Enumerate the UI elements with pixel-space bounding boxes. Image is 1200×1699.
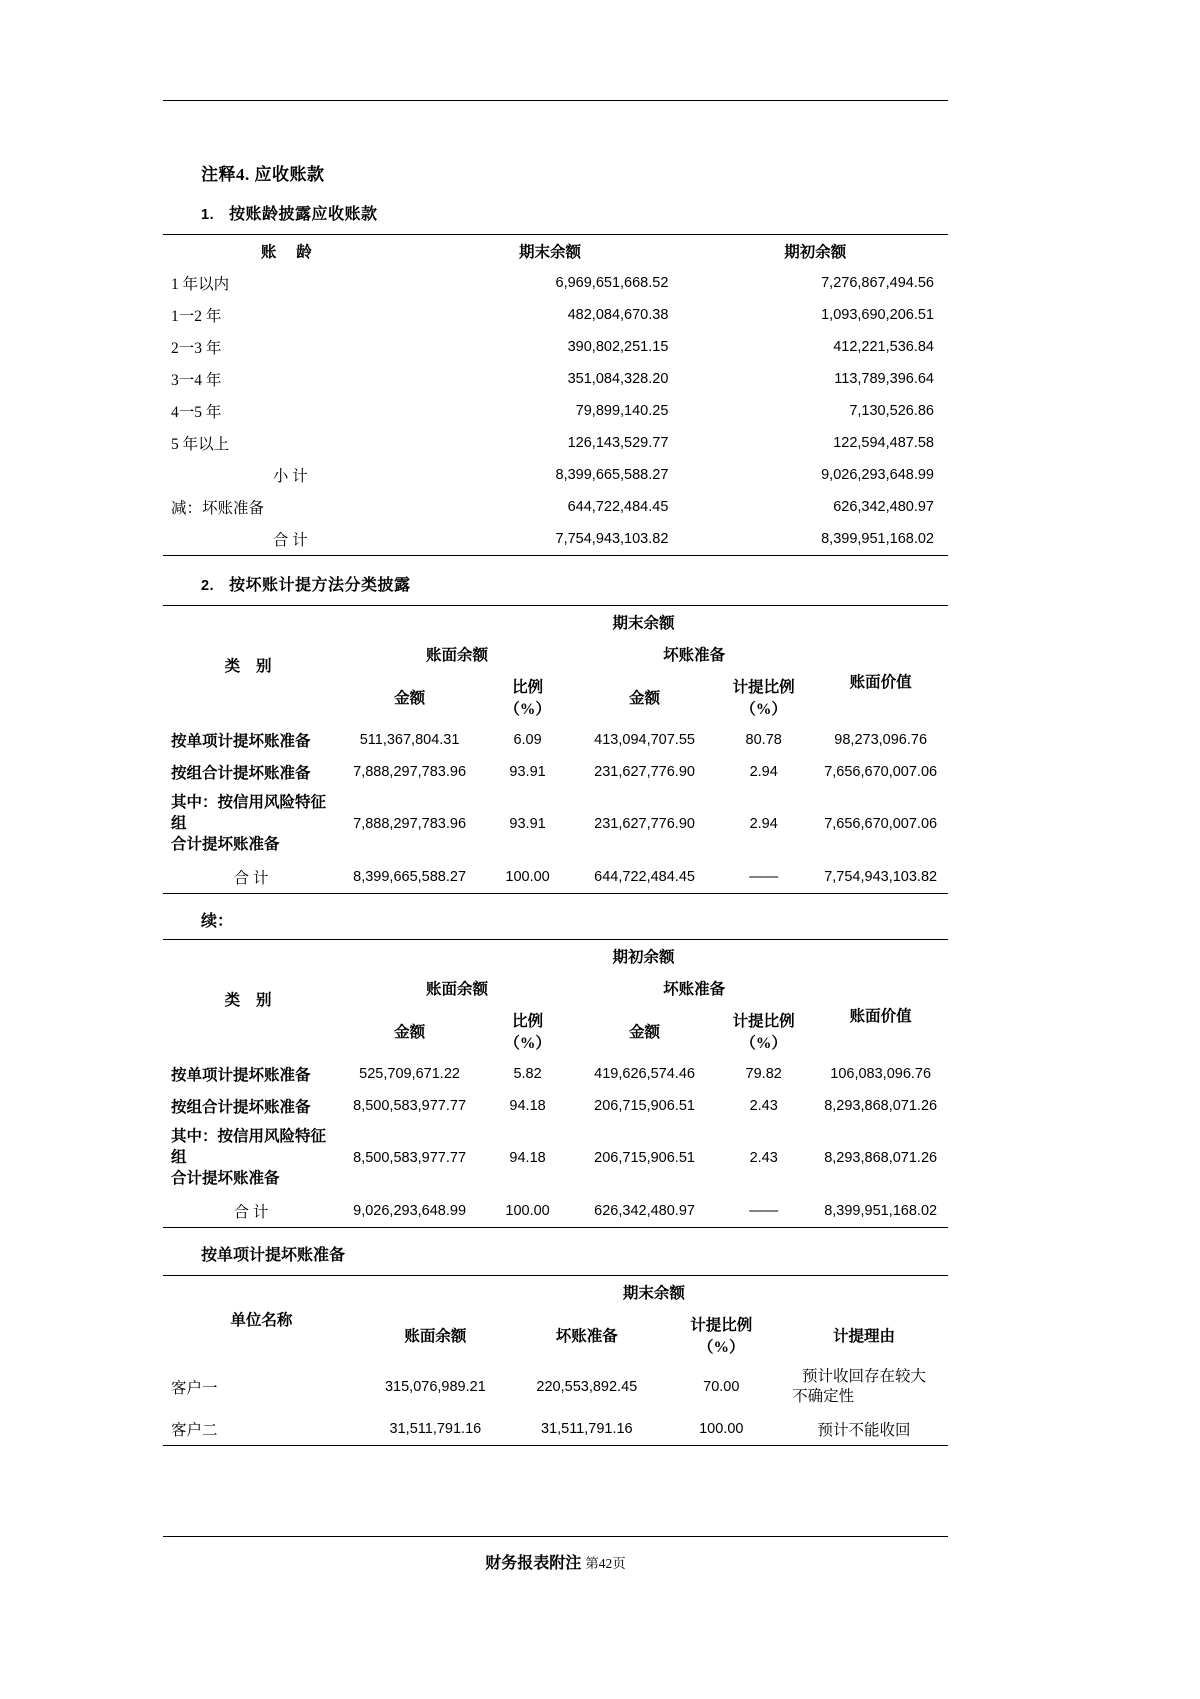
bad-debt-value: 231,627,776.90 bbox=[594, 764, 695, 780]
category-label: 按单项计提坏账准备 bbox=[171, 733, 311, 750]
bad-amount-header: 金额 bbox=[629, 690, 661, 707]
aging-row-label: 合 计 bbox=[272, 532, 308, 549]
table-header-row-period bbox=[163, 1275, 948, 1308]
accrual-header-label: 计提比例 bbox=[690, 1316, 753, 1334]
accrual-header bbox=[714, 670, 813, 724]
bad-debt-method-end-table bbox=[163, 605, 948, 894]
ratio-value: 94.18 bbox=[509, 1097, 546, 1114]
aging-row-label: 1 年以内 bbox=[171, 276, 230, 293]
category-label bbox=[163, 1122, 339, 1195]
accrual-header-label: 计提比例 bbox=[732, 679, 795, 696]
page-footer bbox=[163, 1550, 948, 1573]
period-header: 期末余额 bbox=[622, 1284, 685, 1302]
amount-value: 9,026,293,648.99 bbox=[353, 1202, 467, 1219]
ratio-value: 93.91 bbox=[509, 816, 546, 833]
subsection-1-label: 按账龄披露应收账款 bbox=[229, 206, 378, 223]
category-label: 合 计 bbox=[233, 1203, 269, 1221]
reason-header: 计提理由 bbox=[833, 1327, 896, 1345]
amount-value: 525,709,671.22 bbox=[359, 1065, 460, 1082]
category-col-header: 类 别 bbox=[224, 658, 278, 675]
table-row bbox=[163, 1362, 948, 1414]
amount-header: 金额 bbox=[394, 1023, 426, 1041]
table-row bbox=[163, 1122, 948, 1195]
table-row bbox=[163, 299, 948, 331]
ratio-header bbox=[480, 1004, 575, 1058]
accrual-value: 2.94 bbox=[749, 816, 778, 833]
accrual-value: —— bbox=[749, 868, 779, 885]
amount-value: 8,500,583,977.77 bbox=[353, 1097, 467, 1114]
aging-col-age: 账 龄 bbox=[260, 244, 320, 261]
aging-col-end: 期末余额 bbox=[519, 244, 582, 261]
aging-row-end: 8,399,665,588.27 bbox=[555, 467, 669, 483]
individual-provision-table bbox=[163, 1275, 948, 1447]
book-balance-group-header: 账面余额 bbox=[426, 980, 489, 998]
bad-debt-value: 626,342,480.97 bbox=[594, 1202, 695, 1219]
period-header: 期初余额 bbox=[612, 948, 675, 966]
accrual-header-unit: （%） bbox=[740, 701, 787, 718]
page-title: 注释4. 应收账款 bbox=[201, 165, 325, 184]
accrual-value: 2.43 bbox=[749, 1097, 778, 1114]
table-row bbox=[163, 363, 948, 395]
book-value-value: 7,656,670,007.06 bbox=[824, 764, 938, 780]
reason-value bbox=[780, 1362, 948, 1414]
footer-page-number: 第42页 bbox=[585, 1556, 626, 1571]
aging-row-end: 644,722,484.45 bbox=[567, 499, 669, 515]
aging-col-begin: 期初余额 bbox=[784, 244, 847, 261]
aging-row-begin: 7,276,867,494.56 bbox=[821, 275, 934, 291]
continued-label: 续： bbox=[201, 912, 234, 930]
subsection-3-heading: 按单项计提坏账准备 bbox=[201, 1246, 346, 1264]
book-balance-group-header: 账面余额 bbox=[426, 647, 489, 664]
accrual-header bbox=[714, 1004, 813, 1058]
aging-row-label: 1一2 年 bbox=[171, 308, 222, 325]
table-row bbox=[163, 788, 948, 861]
table-row bbox=[163, 1058, 948, 1090]
accrual-value: 2.43 bbox=[749, 1150, 778, 1167]
aging-row-end: 482,084,670.38 bbox=[567, 307, 669, 323]
category-label: 按组合计提坏账准备 bbox=[171, 765, 311, 782]
bad-debt-group-header: 坏账准备 bbox=[663, 647, 726, 664]
category-label-line1: 其中：按信用风险特征组 bbox=[171, 794, 327, 832]
table-row-subtotal bbox=[163, 459, 948, 491]
reason-line1: 预计收回存在较大 bbox=[802, 1367, 927, 1385]
unit-name: 客户二 bbox=[171, 1422, 218, 1440]
table-header-row-period bbox=[163, 606, 948, 639]
table-row bbox=[163, 331, 948, 363]
aging-row-end: 6,969,651,668.52 bbox=[555, 275, 669, 291]
subsection-1-number: 1. bbox=[201, 207, 215, 223]
ratio-header-unit: （%） bbox=[504, 1034, 551, 1052]
book-value-value: 8,293,868,071.26 bbox=[824, 1150, 938, 1167]
page-content bbox=[163, 160, 948, 1446]
category-label-line2: 合计提坏账准备 bbox=[171, 835, 280, 853]
period-header: 期末余额 bbox=[612, 615, 675, 632]
ratio-value: 94.18 bbox=[509, 1150, 546, 1167]
bad-debt-method-begin-table bbox=[163, 939, 948, 1228]
book-balance-header: 账面余额 bbox=[404, 1327, 467, 1345]
table-header-row-period bbox=[163, 939, 948, 972]
accrual-header bbox=[663, 1308, 781, 1362]
subsection-1-heading bbox=[163, 201, 948, 224]
aging-row-label: 4一5 年 bbox=[171, 404, 222, 421]
table-row bbox=[163, 267, 948, 299]
aging-row-label: 2一3 年 bbox=[171, 340, 222, 357]
subsection-2-number: 2. bbox=[201, 578, 215, 594]
table-row-total bbox=[163, 523, 948, 556]
unit-name-header: 单位名称 bbox=[230, 1311, 293, 1329]
bad-debt-value: 206,715,906.51 bbox=[594, 1097, 695, 1114]
accrual-value: 2.94 bbox=[749, 764, 778, 780]
table-row-total bbox=[163, 861, 948, 894]
table-row bbox=[163, 427, 948, 459]
aging-row-begin: 113,789,396.64 bbox=[834, 371, 934, 387]
category-col-header: 类 别 bbox=[224, 991, 278, 1009]
category-label: 按组合计提坏账准备 bbox=[171, 1098, 311, 1116]
table-row bbox=[163, 1413, 948, 1446]
ratio-value: 93.91 bbox=[509, 764, 546, 780]
category-label: 合 计 bbox=[233, 869, 269, 887]
table-row bbox=[163, 395, 948, 427]
table-row bbox=[163, 1090, 948, 1122]
aging-row-begin: 412,221,536.84 bbox=[833, 339, 934, 355]
category-label-line2: 合计提坏账准备 bbox=[171, 1169, 280, 1187]
amount-value: 8,500,583,977.77 bbox=[353, 1150, 467, 1167]
aging-row-end: 351,084,328.20 bbox=[567, 371, 669, 387]
book-value-value: 8,293,868,071.26 bbox=[824, 1097, 938, 1114]
ratio-value: 100.00 bbox=[505, 1202, 550, 1219]
amount-header: 金额 bbox=[394, 690, 426, 707]
aging-row-end: 390,802,251.15 bbox=[567, 339, 669, 355]
aging-row-begin: 8,399,951,168.02 bbox=[821, 531, 934, 547]
ratio-value: 5.82 bbox=[513, 1065, 542, 1082]
bad-debt-group-header: 坏账准备 bbox=[663, 980, 726, 998]
book-value-value: 8,399,951,168.02 bbox=[824, 1202, 938, 1219]
table-row-total bbox=[163, 1195, 948, 1228]
aging-row-begin: 9,026,293,648.99 bbox=[821, 467, 934, 483]
bad-debt-value: 644,722,484.45 bbox=[594, 868, 695, 885]
aging-row-begin: 7,130,526.86 bbox=[849, 403, 934, 419]
bad-debt-value: 419,626,574.46 bbox=[594, 1065, 695, 1082]
book-value-value: 98,273,096.76 bbox=[834, 732, 928, 748]
bad-debt-value: 206,715,906.51 bbox=[594, 1150, 695, 1167]
table-row bbox=[163, 756, 948, 788]
amount-value: 511,367,804.31 bbox=[359, 732, 460, 748]
bad-debt-value: 231,627,776.90 bbox=[594, 816, 695, 833]
book-value-header: 账面价值 bbox=[849, 674, 912, 691]
book-value-header: 账面价值 bbox=[849, 1007, 912, 1025]
amount-value: 8,399,665,588.27 bbox=[353, 868, 467, 885]
aging-row-begin: 122,594,487.58 bbox=[833, 435, 934, 451]
amount-value: 7,888,297,783.96 bbox=[353, 764, 467, 780]
accrual-header-unit: （%） bbox=[740, 1034, 787, 1052]
amount-value: 7,888,297,783.96 bbox=[353, 816, 467, 833]
footer-title: 财务报表附注 bbox=[485, 1555, 582, 1572]
accrual-header-unit: （%） bbox=[698, 1338, 745, 1356]
book-balance-value: 315,076,989.21 bbox=[384, 1379, 486, 1396]
table-header-row bbox=[163, 235, 948, 268]
ratio-value: 6.09 bbox=[513, 732, 542, 748]
book-value-value: 106,083,096.76 bbox=[830, 1065, 932, 1082]
book-balance-value: 31,511,791.16 bbox=[389, 1421, 482, 1438]
category-label: 按单项计提坏账准备 bbox=[171, 1066, 311, 1084]
book-value-value: 7,754,943,103.82 bbox=[824, 868, 938, 885]
accrual-value: 100.00 bbox=[699, 1421, 744, 1438]
ratio-header-unit: （%） bbox=[504, 701, 551, 718]
aging-row-label: 5 年以上 bbox=[171, 436, 230, 453]
aging-row-begin: 626,342,480.97 bbox=[833, 499, 934, 515]
bad-debt-value: 413,094,707.55 bbox=[594, 732, 695, 748]
accrual-value: 70.00 bbox=[703, 1379, 740, 1396]
ratio-header-label: 比例 bbox=[512, 1012, 544, 1030]
accrual-value: 80.78 bbox=[745, 732, 782, 748]
ratio-value: 100.00 bbox=[505, 868, 550, 885]
table-row-provision bbox=[163, 491, 948, 523]
aging-row-begin: 1,093,690,206.51 bbox=[821, 307, 934, 323]
aging-row-label: 小 计 bbox=[272, 468, 308, 485]
bad-amount-header: 金额 bbox=[629, 1023, 661, 1041]
aging-row-end: 79,899,140.25 bbox=[575, 403, 669, 419]
aging-row-end: 7,754,943,103.82 bbox=[555, 531, 669, 547]
accrual-header-label: 计提比例 bbox=[732, 1012, 795, 1030]
footer-rule bbox=[163, 1536, 948, 1537]
ratio-header-label: 比例 bbox=[512, 679, 544, 696]
reason-line2: 不确定性 bbox=[792, 1388, 855, 1406]
aging-row-label: 减：坏账准备 bbox=[171, 500, 265, 517]
reason-value: 预计不能收回 bbox=[817, 1422, 911, 1440]
accrual-value: 79.82 bbox=[745, 1065, 782, 1082]
aging-row-end: 126,143,529.77 bbox=[567, 435, 669, 451]
unit-name: 客户一 bbox=[171, 1380, 218, 1398]
aging-table bbox=[163, 234, 948, 556]
book-value-value: 7,656,670,007.06 bbox=[824, 816, 938, 833]
header-rule bbox=[163, 100, 948, 101]
accrual-value: —— bbox=[749, 1202, 779, 1219]
bad-debt-header: 坏账准备 bbox=[555, 1327, 618, 1345]
bad-debt-value: 31,511,791.16 bbox=[540, 1421, 633, 1438]
bad-debt-value: 220,553,892.45 bbox=[536, 1379, 638, 1396]
category-label bbox=[163, 788, 339, 861]
subsection-2-label: 按坏账计提方法分类披露 bbox=[229, 577, 411, 594]
category-label-line1: 其中：按信用风险特征组 bbox=[171, 1127, 327, 1166]
subsection-2-heading bbox=[163, 572, 948, 595]
aging-row-label: 3一4 年 bbox=[171, 372, 222, 389]
ratio-header bbox=[480, 670, 575, 724]
table-row bbox=[163, 724, 948, 756]
